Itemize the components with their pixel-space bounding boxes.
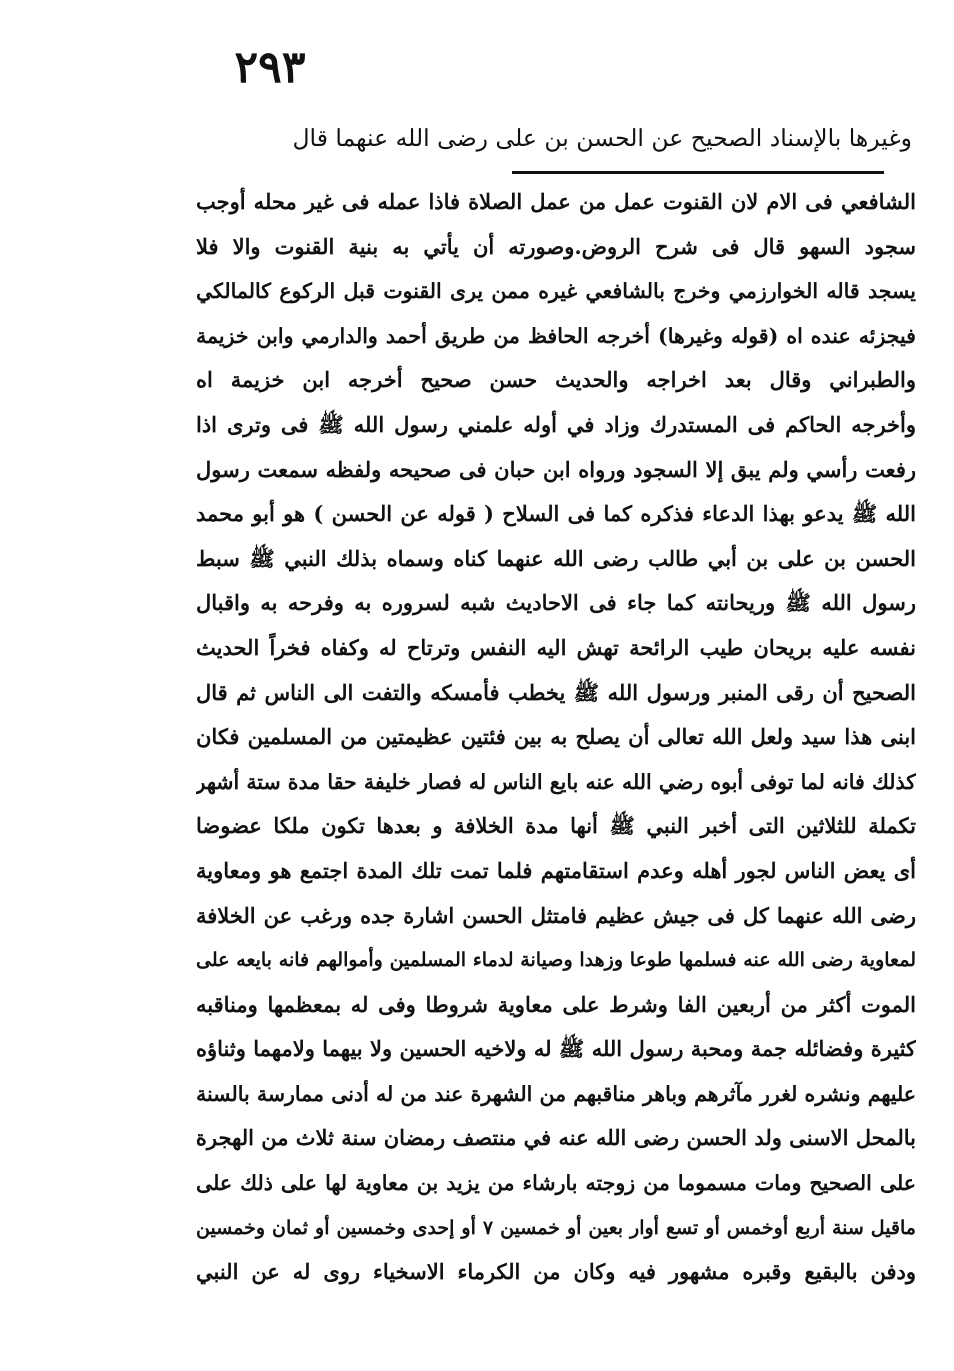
page-number: ٢٩٣ (234, 42, 306, 93)
commentary-line: عليهم ونشره لغرر مآثرهم وباهر مناقبهم من الشهرة عند من له أدنى ممارسة بالسنة (196, 1081, 916, 1106)
commentary-line: تكملة للثلاثين التى أخبر النبي ﷺ أنها مدة الخلافة و بعدها تكون ملكا عضوضا (196, 813, 916, 839)
commentary-line: سجود السهو قال فى شرح الروض.وصورته أن يأتي به بنية القنوت والا فلا (196, 233, 916, 259)
commentary-line: رفعت رأسي ولم يبق إلا السجود ورواه ابن حبان فى صحيحه ولفظه سمعت رسول (196, 456, 916, 482)
commentary-line: كذلك فانه لما توفى أبوه رضي الله عنه بايع الناس له فصار خليفة حقا مدة ستة أشهر (196, 769, 916, 794)
commentary-block (196, 180, 916, 1295)
commentary-line: على الصحيح ومات مسموما من زوجته بارشاء من يزيد بن معاوية لها على ذلك على (196, 1171, 916, 1196)
commentary-line: رسول الله ﷺ وريحانته كما جاء فى الاحاديث شبه لسروره به وفرحه به واقبال (196, 590, 916, 616)
separator-rule (512, 171, 884, 174)
commentary-line: الحسن بن على بن أبي طالب رضى الله عنهما كناه وسماه بذلك النبي ﷺ سبط (196, 545, 916, 571)
commentary-line: أى يعض الناس لجور أهله وعدم استقامتهم فلما تمت تلك المدة اجتمع هو ومعاوية (196, 857, 916, 883)
commentary-line: بالمحل الاسنى ولد الحسن رضى الله عنه في منتصف رمضان سنة ثلاث من الهجرة (196, 1125, 916, 1151)
commentary-line: الموت أكثر من أربعين الفا وشرط على معاوية شروطا وفى له بمعظمها ومناقبه (196, 991, 916, 1017)
commentary-line: وأخرجه الحاكم فى المستدرك وزاد في أوله علمني رسول الله ﷺ فى وترى اذا (196, 411, 916, 437)
commentary-line: فيجزئه عنده اه (قوله وغيرها) أخرجه الحافظ من طريق أحمد والدارمي وابن خزيمة (196, 323, 916, 348)
commentary-line: كثيرة وفضائله جمة ومحبة رسول الله ﷺ له ولاخيه الحسين ولا بيهما ولامهما وثناؤه (196, 1036, 916, 1062)
main-text-line: وغيرها بالإسناد الصحيح عن الحسن بن على رضى الله عنهما قال (292, 124, 912, 152)
commentary-line: يسجد قاله الخوارزمي وخرج بالشافعي غيره ممن يرى القنوت قبل الركوع كالمالكي (196, 279, 916, 304)
commentary-line: لمعاوية رضى الله عنه فسلمها طوعا وزهدا وصيانة لدماء المسلمين وأموالهم فانه بايعه على (196, 949, 916, 972)
commentary-line: ماقيل سنة أربع أوخمس أو تسع أوار بعين أو خمسين ٧ أو إحدى وخمسين أو ثمان وخمسين (196, 1216, 916, 1239)
commentary-line: الشافعي فى الام لان القنوت عمل من عمل الصلاة فاذا عمله فى غير محله أوجب (196, 189, 916, 214)
commentary-line: والطبراني وقال بعد اخراجه والحديث حسن صحيح أخرجه ابن خزيمة اه (196, 367, 916, 393)
commentary-line: ابنى هذا سيد ولعل الله تعالى أن يصلح به بين فئتين عظيمتين من المسلمين فكان (196, 724, 916, 750)
commentary-line: رضى الله عنهما كل فى جيش عظيم فامتثل الحسن اشارة جده ورغب عن الخلافة (196, 902, 916, 928)
commentary-line: الله ﷺ يدعو بهذا الدعاء فذكره كما فى السلاح ( قوله عن الحسن ) هو أبو محمد (196, 501, 916, 527)
commentary-line: الصحيح أن رقى المنبر ورسول الله ﷺ يخطب فأمسكه والتفت الى الناس ثم قال (196, 679, 916, 705)
commentary-line: نفسه عليه بريحان طيب الرائحة تهش اليه النفس وترتاح له وكفاه فخراً الحديث (196, 634, 916, 660)
commentary-line: ودفن بالبقيع وقبره مشهور فيه وكان من الكرماء الاسخياء روى له عن النبي (196, 1259, 916, 1285)
